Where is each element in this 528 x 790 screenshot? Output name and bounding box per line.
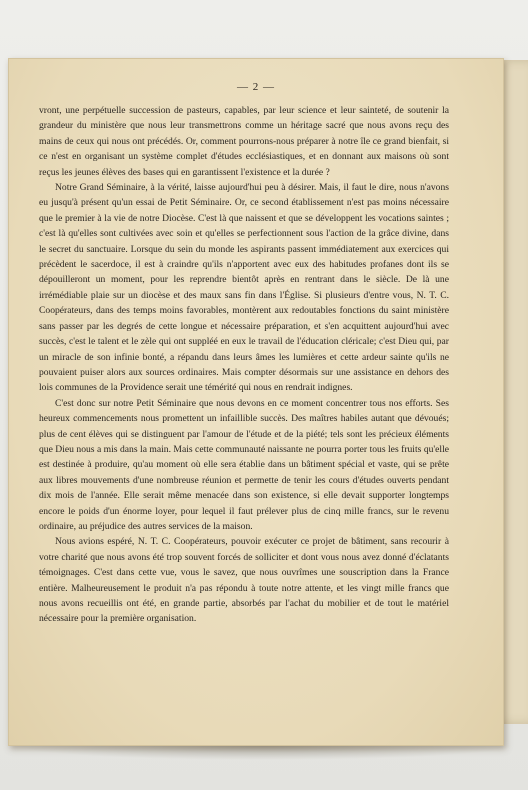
paragraph-4: Nous avions espéré, N. T. C. Coopérateurs, pouvoir exécuter ce projet de bâtiment, sans recourir à votre charité que nous avons été trop souvent forcés de solliciter et dont vous nous avez donné d'éclatants témoignages. C'est dans cette vue, vous le savez, que nous ouvrîmes une souscription dans la France entière. Malheureusement le produit n'a pas répondu à toute notre attente, et les vingt mille francs que nous avons recueillis ont été, en grande partie, absorbés par l'achat du mobilier et de tout le matériel nécessaire pour la première organisation. bbox=[39, 536, 449, 625]
body-text bbox=[39, 103, 449, 627]
paragraph-2: Notre Grand Séminaire, à la vérité, laisse aujourd'hui peu à désirer. Mais, il faut le dire, nous n'avons eu jusqu'à présent qu'un essai de Petit Séminaire. Or, ce second établissement n'est pas moins nécessaire que le premier à la vie de notre Diocèse. C'est là que naissent et que se développent les vocations saintes ; c'est là qu'elles sont cultivées avec soin et qu'elles se perfectionnent sous l'action de la grâce divine, dans le secret du sanctuaire. Lorsque du sein du monde les aspirants passent immédiatement aux exercices qui précèdent le sacerdoce, il est à craindre qu'ils n'apportent avec eux des habitudes profanes dont ils se dépouilleront un moment, pour les reprendre bientôt après en rentrant dans le siècle. De là une irrémédiable plaie sur un diocèse et des maux sans fin dans l'Église. Si plusieurs d'entre vous, N. T. C. Coopérateurs, dans des temps moins favorables, montèrent aux redoutables fonctions du saint ministère sans passer par les degrés de cette longue et nécessaire préparation, et s'en acquittent aujourd'hui avec succès, c'est le talent et le zèle qui ont suppléé en eux le travail de l'éducation cléricale; c'est Dieu qui, par un miracle de son infinie bonté, a répandu dans leurs âmes les lumières et cette ardeur sainte qu'ils ne pouvaient puiser alors aux sources ordinaires. Mais compter désormais sur une assistance en dehors des lois communes de la Providence serait une témérité qui nous en rendrait indignes. bbox=[39, 182, 449, 394]
document-page bbox=[8, 58, 504, 746]
paragraph-3: C'est donc sur notre Petit Séminaire que nous devons en ce moment concentrer tous nos efforts. Ses heureux commencements nous promettent un infaillible succès. Des maîtres habiles autant que dévoués; plus de cent élèves qui se distinguent par l'amour de l'étude et de la piété; tels sont les précieux éléments que Dieu nous a mis dans la main. Mais cette communauté naissante ne pourra porter tous les fruits qu'elle est destinée à produire, qu'au moment où elle sera établie dans un bâtiment spécial et vaste, qui se prête aux libres mouvements d'une nombreuse réunion et permette de tenir les cours d'études ouverts pendant dix mois de l'année. Elle serait même menacée dans son existence, si elle devait supporter longtemps encore le poids d'un énorme loyer, pour lequel il faut prélever plus de cinq mille francs, sur le revenu ordinaire, au préjudice des autres services de la maison. bbox=[39, 397, 449, 532]
page-number: — 2 — bbox=[237, 81, 275, 93]
paragraph-1: vront, une perpétuelle succession de pasteurs, capables, par leur science et leur sainteté, de soutenir la grandeur du ministère que nous leur transmettrons comme un héritage sacré que nous avons reçu des mains de ceux qui nous ont précédés. Or, comment pourrons-nous préparer à notre île ce grand bienfait, si ce n'est en organisant un système complet d'études ecclésiastiques, et en donnant aux maisons où sont reçus les jeunes élèves des bases qui en garantissent l'existence et la durée ? bbox=[39, 105, 449, 178]
